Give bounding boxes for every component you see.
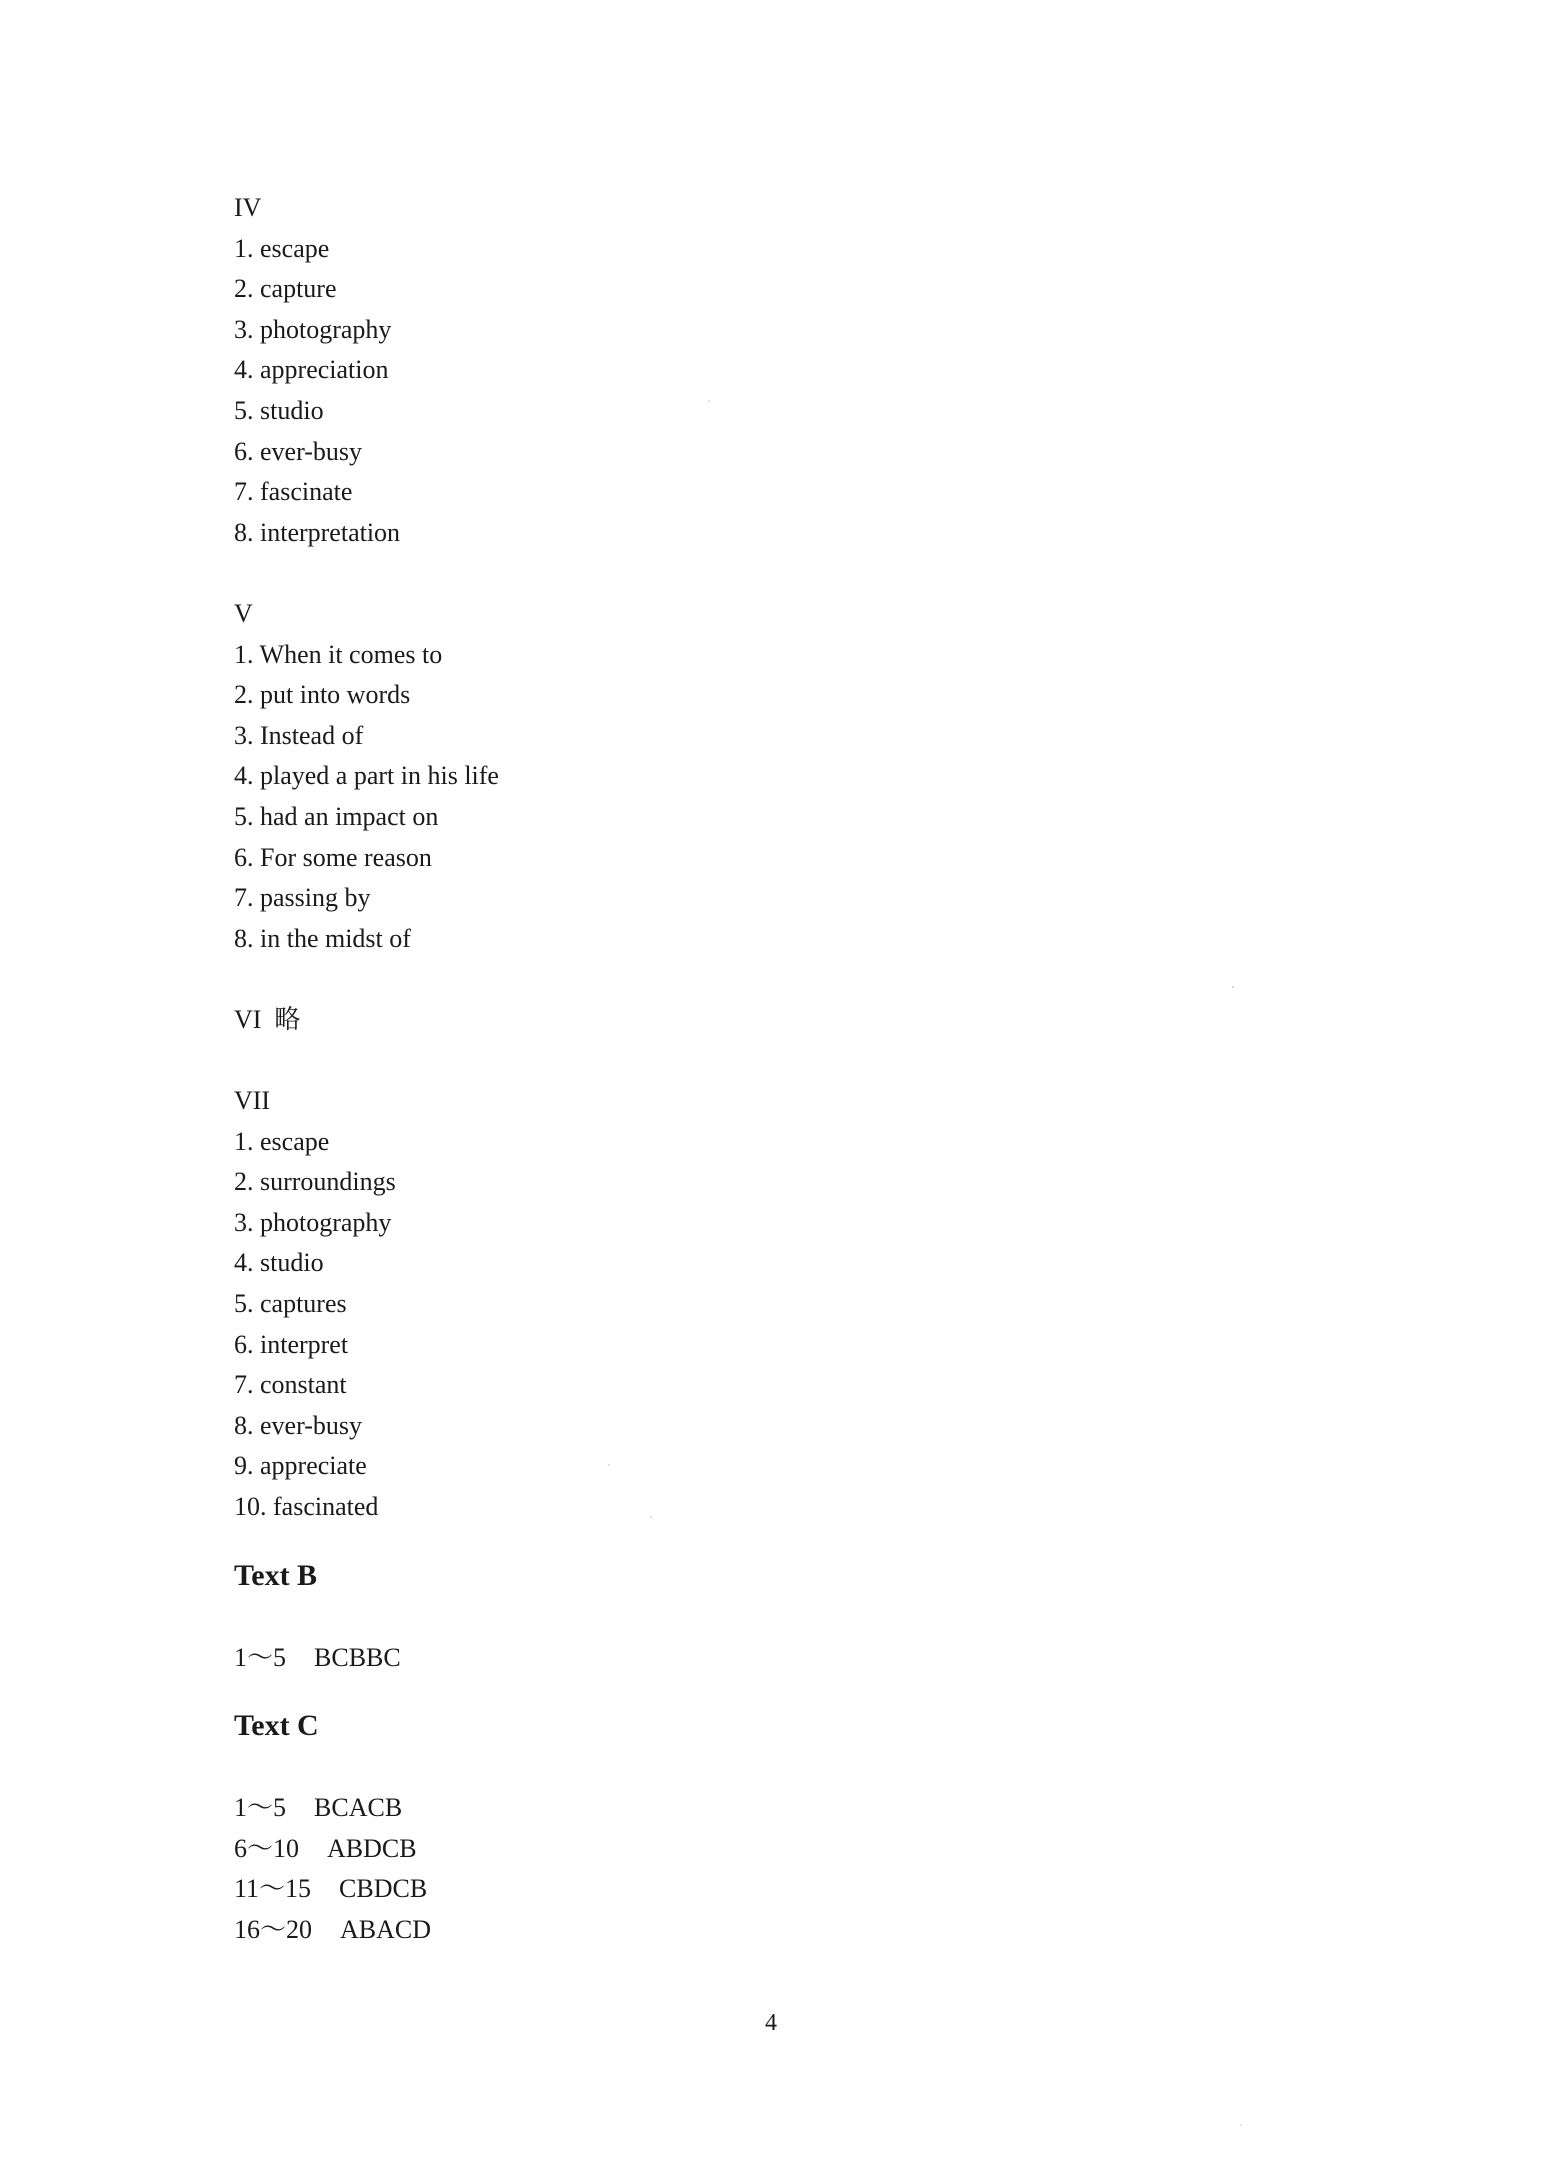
spacer (234, 553, 1334, 594)
spacer (234, 1598, 1334, 1638)
section-iv-item: 6. ever-busy (234, 436, 362, 466)
section-vii-item: 3. photography (234, 1207, 392, 1237)
text-c-answer-row (234, 1869, 1334, 1910)
section-vii-item: 1. escape (234, 1126, 330, 1156)
answer-range: 16～20 (234, 1914, 313, 1944)
page-number: 4 (765, 2010, 777, 2036)
spacer (234, 1040, 1334, 1081)
section-v-label: V (234, 598, 253, 628)
text-c-heading: Text C (234, 1709, 319, 1743)
spacer (234, 1678, 1334, 1704)
section-v-item: 6. For some reason (234, 842, 432, 872)
section-vi-label: VI 略 (234, 1004, 301, 1034)
section-v-item: 5. had an impact on (234, 801, 439, 831)
answer-range: 1～5 (234, 1793, 287, 1823)
section-vii-item: 6. interpret (234, 1329, 349, 1359)
section-iv-item: 4. appreciation (234, 355, 389, 385)
section-iv-label: IV (234, 193, 262, 222)
text-b-heading: Text B (234, 1558, 318, 1592)
section-text-b (234, 1554, 1334, 1679)
section-iv (234, 188, 1334, 553)
answer-letters: ABACD (340, 1914, 432, 1944)
spacer (234, 959, 1334, 1000)
answer-letters: ABDCB (327, 1833, 417, 1863)
section-vii-item: 10. fascinated (234, 1492, 379, 1521)
section-v (234, 594, 1334, 959)
section-text-c (234, 1704, 1334, 1950)
text-c-answer-row (234, 1829, 1334, 1870)
answer-key-content (234, 188, 1334, 1951)
text-c-answer-row (234, 1910, 1334, 1951)
spacer (234, 1748, 1334, 1788)
answer-letters: BCBBC (314, 1642, 401, 1672)
section-v-item: 7. passing by (234, 883, 371, 913)
section-iv-item: 7. fascinate (234, 477, 353, 507)
section-v-item: 1. When it comes to (234, 639, 443, 669)
section-vii-item: 4. studio (234, 1248, 324, 1278)
spacer (234, 1528, 1334, 1554)
section-vii-item: 8. ever-busy (234, 1410, 362, 1440)
section-iv-item: 5. studio (234, 395, 324, 425)
scan-speck (1240, 2124, 1242, 2126)
section-v-item: 2. put into words (234, 680, 411, 710)
scan-speck (708, 400, 710, 402)
section-vii-item: 9. appreciate (234, 1451, 367, 1481)
section-iv-item: 2. capture (234, 274, 337, 304)
section-v-item: 4. played a part in his life (234, 761, 499, 791)
section-vii-item: 5. captures (234, 1289, 347, 1319)
scan-speck (608, 1464, 610, 1466)
answer-letters: CBDCB (339, 1874, 428, 1904)
answer-letters: BCACB (314, 1793, 403, 1823)
section-vii-item: 2. surroundings (234, 1167, 396, 1197)
scan-speck (650, 1516, 652, 1518)
text-c-answer-row (234, 1788, 1334, 1829)
answer-range: 1～5 (234, 1642, 287, 1672)
text-b-answer-row (234, 1638, 1334, 1679)
answer-range: 11～15 (234, 1874, 312, 1904)
section-vii-item: 7. constant (234, 1370, 347, 1400)
section-iv-item: 8. interpretation (234, 517, 401, 547)
scan-speck (1232, 986, 1234, 988)
section-vii (234, 1081, 1334, 1528)
section-iv-item: 3. photography (234, 314, 392, 344)
section-v-item: 8. in the midst of (234, 923, 411, 953)
answer-range: 6～10 (234, 1833, 300, 1863)
section-v-item: 3. Instead of (234, 720, 364, 750)
section-iv-item: 1. escape (234, 233, 330, 263)
section-vii-label: VII (234, 1086, 271, 1116)
